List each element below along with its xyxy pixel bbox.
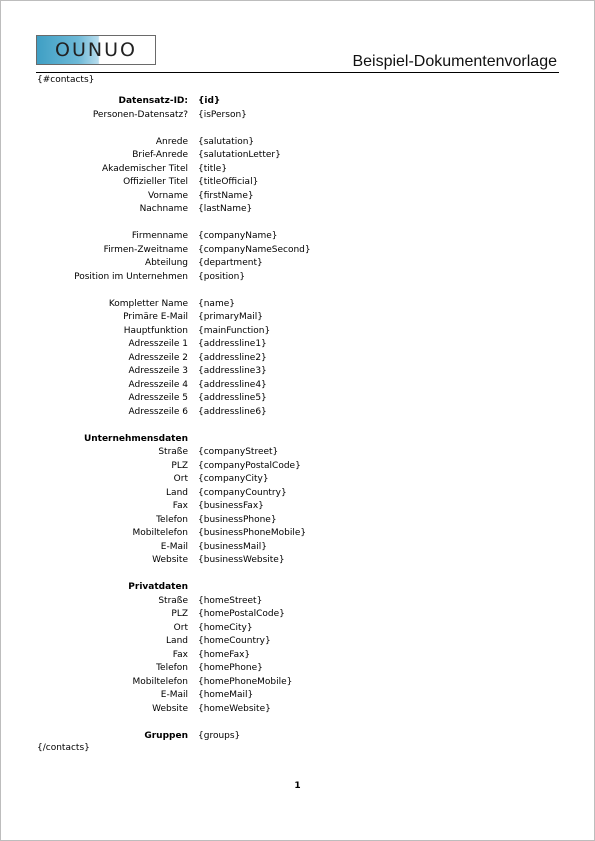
field-label: Adresszeile 2 xyxy=(128,352,188,363)
private-row-website xyxy=(37,703,557,717)
field-label: Firmenname xyxy=(131,231,188,241)
page-number: 1 xyxy=(294,781,301,791)
field-row-nachname xyxy=(37,203,557,217)
private-row-ort xyxy=(37,622,557,636)
field-value: {addressline4} xyxy=(198,379,267,390)
field-label: Akademischer Titel xyxy=(102,163,188,174)
section-heading-company xyxy=(37,433,557,447)
spacer xyxy=(37,284,557,298)
field-label: Vorname xyxy=(147,190,188,201)
field-value: {companyName} xyxy=(198,231,278,241)
field-value: {salutationLetter} xyxy=(198,150,281,160)
company-row-telefon xyxy=(37,514,557,528)
field-label: PLZ xyxy=(171,460,188,471)
private-row-land xyxy=(37,635,557,649)
field-label: Land xyxy=(166,636,188,646)
field-row-firmen-zweitname xyxy=(37,244,557,258)
field-row-abteilung xyxy=(37,257,557,271)
field-row-kompletter-name xyxy=(37,298,557,312)
field-value: {companyPostalCode} xyxy=(198,460,301,471)
private-row-plz xyxy=(37,608,557,622)
company-row-strasse xyxy=(37,446,557,460)
field-label: Hauptfunktion xyxy=(123,325,188,336)
field-label: Telefon xyxy=(156,663,188,673)
field-value: {isPerson} xyxy=(198,109,247,120)
field-value: {groups} xyxy=(198,730,241,741)
field-value: {addressline1} xyxy=(198,339,267,349)
company-row-email xyxy=(37,541,557,555)
field-label: Adresszeile 6 xyxy=(128,406,188,417)
field-label: Straße xyxy=(158,595,188,606)
field-value: {businessFax} xyxy=(198,501,264,511)
field-value: {companyCity} xyxy=(198,474,269,484)
field-row-adresse1 xyxy=(37,338,557,352)
field-value: {position} xyxy=(198,271,246,282)
field-value: {homeCity} xyxy=(198,622,253,633)
company-row-ort xyxy=(37,473,557,487)
field-label: Brief-Anrede xyxy=(132,150,188,160)
field-value: {addressline2} xyxy=(198,352,267,363)
field-value: {title} xyxy=(198,163,228,174)
field-row-position xyxy=(37,271,557,285)
company-row-mobil xyxy=(37,527,557,541)
field-row-datensatz-id xyxy=(37,95,557,109)
field-value: {homePostalCode} xyxy=(198,609,285,619)
field-value: {homeFax} xyxy=(198,649,251,660)
spacer xyxy=(37,716,557,730)
field-value: {firstName} xyxy=(198,190,254,201)
field-value: {department} xyxy=(198,258,263,268)
field-value: {homeCountry} xyxy=(198,636,271,646)
field-label: Adresszeile 4 xyxy=(128,379,188,390)
field-value: {homePhone} xyxy=(198,663,263,673)
header-divider xyxy=(36,72,559,73)
field-row-adresse6 xyxy=(37,406,557,420)
company-row-website xyxy=(37,554,557,568)
private-row-strasse xyxy=(37,595,557,609)
field-value: {primaryMail} xyxy=(198,312,263,322)
field-row-off-titel xyxy=(37,176,557,190)
private-row-mobil xyxy=(37,676,557,690)
field-label: Kompletter Name xyxy=(108,298,188,309)
loop-start-tag: {#contacts} xyxy=(37,75,95,85)
field-row-adresse4 xyxy=(37,379,557,393)
field-value: {addressline5} xyxy=(198,393,267,403)
field-label: Adresszeile 5 xyxy=(128,393,188,403)
field-label: Firmen-Zweitname xyxy=(103,244,188,255)
field-label: Datensatz-ID: xyxy=(118,96,188,106)
field-label: Mobiltelefon xyxy=(132,528,188,538)
spacer xyxy=(37,419,557,433)
private-row-fax xyxy=(37,649,557,663)
field-row-primaere-email xyxy=(37,311,557,325)
field-row-brief-anrede xyxy=(37,149,557,163)
field-value: {companyStreet} xyxy=(198,447,279,457)
field-label: Ort xyxy=(173,474,188,484)
field-label: Fax xyxy=(172,501,188,511)
company-logo xyxy=(36,35,156,65)
field-label: Straße xyxy=(158,447,188,457)
field-value: {businessMail} xyxy=(198,541,267,552)
section-label: Privatdaten xyxy=(128,582,188,592)
field-label: Offizieller Titel xyxy=(123,177,188,187)
field-label: Primäre E-Mail xyxy=(123,312,188,322)
field-value: {businessWebsite} xyxy=(198,555,285,565)
field-label: Adresszeile 3 xyxy=(128,366,188,376)
field-label: Personen-Datensatz? xyxy=(92,109,188,120)
loop-end-tag: {/contacts} xyxy=(37,743,90,753)
field-value: {salutation} xyxy=(198,136,255,147)
field-row-gruppen xyxy=(37,730,557,744)
spacer xyxy=(37,568,557,582)
field-label: Adresszeile 1 xyxy=(128,339,188,349)
field-value: {addressline3} xyxy=(198,366,267,376)
field-value: {companyNameSecond} xyxy=(198,244,311,255)
field-label: Telefon xyxy=(156,514,188,525)
field-label: Land xyxy=(166,487,188,498)
field-value: {businessPhone} xyxy=(198,514,277,525)
logo-text: OUNUO xyxy=(55,39,137,61)
field-value: {homeMail} xyxy=(198,690,254,700)
spacer xyxy=(37,122,557,136)
field-list xyxy=(37,95,557,743)
field-row-anrede xyxy=(37,136,557,150)
field-value: {companyCountry} xyxy=(198,487,287,498)
company-row-plz xyxy=(37,460,557,474)
field-row-hauptfunktion xyxy=(37,325,557,339)
field-value: {lastName} xyxy=(198,204,253,214)
field-value: {homePhoneMobile} xyxy=(198,676,293,687)
section-label: Unternehmensdaten xyxy=(83,433,188,444)
field-label: Website xyxy=(152,555,188,565)
field-value: {mainFunction} xyxy=(198,325,271,336)
field-label: Website xyxy=(152,703,188,714)
field-value: {homeWebsite} xyxy=(198,703,271,714)
company-row-land xyxy=(37,487,557,501)
field-row-is-person xyxy=(37,109,557,123)
field-value: {businessPhoneMobile} xyxy=(198,528,307,538)
field-label: Gruppen xyxy=(144,730,188,741)
field-row-adresse3 xyxy=(37,365,557,379)
section-heading-private xyxy=(37,581,557,595)
field-value: {addressline6} xyxy=(198,406,267,417)
field-row-vorname xyxy=(37,190,557,204)
document-title: Beispiel-Dokumentenvorlage xyxy=(352,53,557,70)
spacer xyxy=(37,217,557,231)
field-value: {homeStreet} xyxy=(198,595,263,606)
field-label: Abteilung xyxy=(144,258,188,268)
private-row-telefon xyxy=(37,662,557,676)
field-label: Ort xyxy=(173,622,188,633)
field-row-akad-titel xyxy=(37,163,557,177)
company-row-fax xyxy=(37,500,557,514)
field-label: E-Mail xyxy=(160,541,188,552)
field-value: {id} xyxy=(198,96,221,106)
field-label: Anrede xyxy=(155,136,188,147)
field-label: Nachname xyxy=(139,204,188,214)
field-row-firmenname xyxy=(37,230,557,244)
field-label: PLZ xyxy=(171,609,188,619)
field-label: E-Mail xyxy=(160,690,188,700)
field-label: Position im Unternehmen xyxy=(74,271,188,282)
field-row-adresse2 xyxy=(37,352,557,366)
field-value: {titleOfficial} xyxy=(198,177,259,187)
private-row-email xyxy=(37,689,557,703)
field-row-adresse5 xyxy=(37,392,557,406)
field-label: Mobiltelefon xyxy=(132,676,188,687)
field-value: {name} xyxy=(198,298,235,309)
field-label: Fax xyxy=(172,649,188,660)
